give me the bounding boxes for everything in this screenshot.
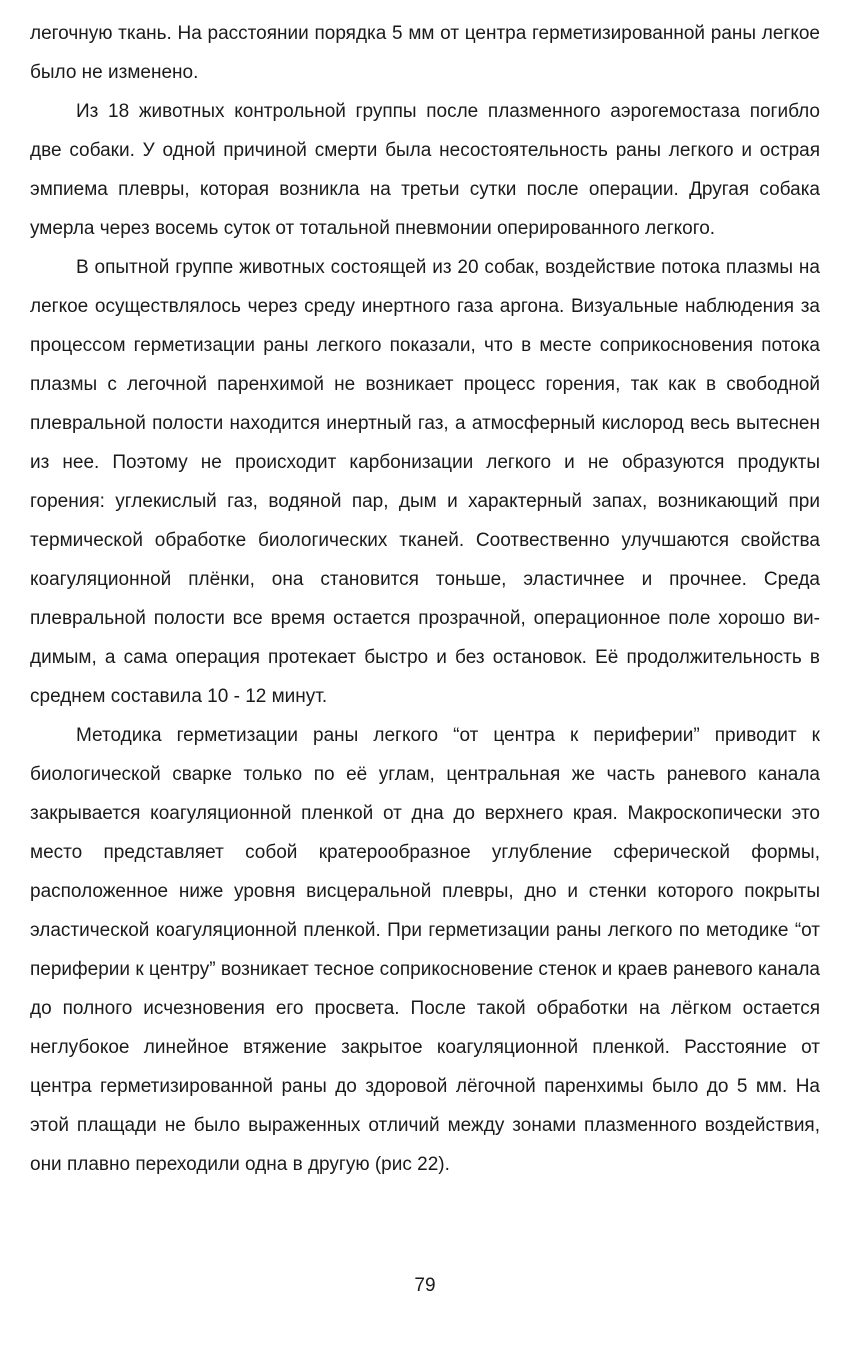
page-number: 79 [414,1275,436,1296]
page-body [30,14,820,1184]
paragraph-method-comparison: Методика герметизации раны легкого “от центра к периферии” приводит к биологической сварке только по её углам, центральная же часть раневого канала закрывается коагуляционной пленкой от дна до верхнего края. Макроскопически это место представляет собой кратерообразное углубление сферической формы, расположенное ниже уровня висцеральной плевры, дно и стенки которого покрыты эластической коагуляционной пленкой. При герметизации раны легкого по методике “от периферии к центру” возникает тесное соприкосновение стенок и краев раневого канала до полного исчезновения его просвета. После такой обработки на лёгком остается неглубокое линейное втяжение закрытое коагуляционной пленкой. Расстояние от центра герметизированной раны до здоровой лёгочной паренхимы было до 5 мм. На этой плащади не было выраженных отличий между зонами плазменного воздействия, они плавно переходили одна в другую (рис 22). [30,725,820,1175]
paragraph-continuation: легочную ткань. На расстоянии порядка 5 мм от центра герметизированной раны легкое было не изменено. [30,23,820,83]
paragraph-control-group: Из 18 животных контрольной группы после плазменного аэрогемостаза погибло две собаки. У одной причиной смерти была несостоятельность раны легкого и острая эмпиема плевры, которая возникла на третьи сутки после операции. Другая собака умерла через восемь суток от тотальной пневмонии оперированного легкого. [30,101,820,239]
paragraph-experimental-group: В опытной группе животных состоящей из 20 собак, воздействие потока плазмы на легкое осуществлялось через среду инертного газа аргона. Визуальные наблюдения за процессом герметизации раны легкого показали, что в месте соприкосновения потока плазмы с легочной паренхимой не возникает процесс горения, так как в свободной плевральной полости находится инертный газ, а атмосферный кислород весь вытеснен из нее. Поэтому не происходит карбонизации легкого и не образуются продукты горения: углекислый газ, водяной пар, дым и характерный запах, возникающий при термической обработке биологических тканей. Соотвественно улучшаются свойства коагуляционной плёнки, она становится тоньше, эластичнее и прочнее. Среда плевральной полости все время остается прозрачной, операционное поле хорошо видимым, а сама операция протекает быстро и без остановок. Её продолжительность в среднем составила 10 - 12 минут. [30,257,820,707]
